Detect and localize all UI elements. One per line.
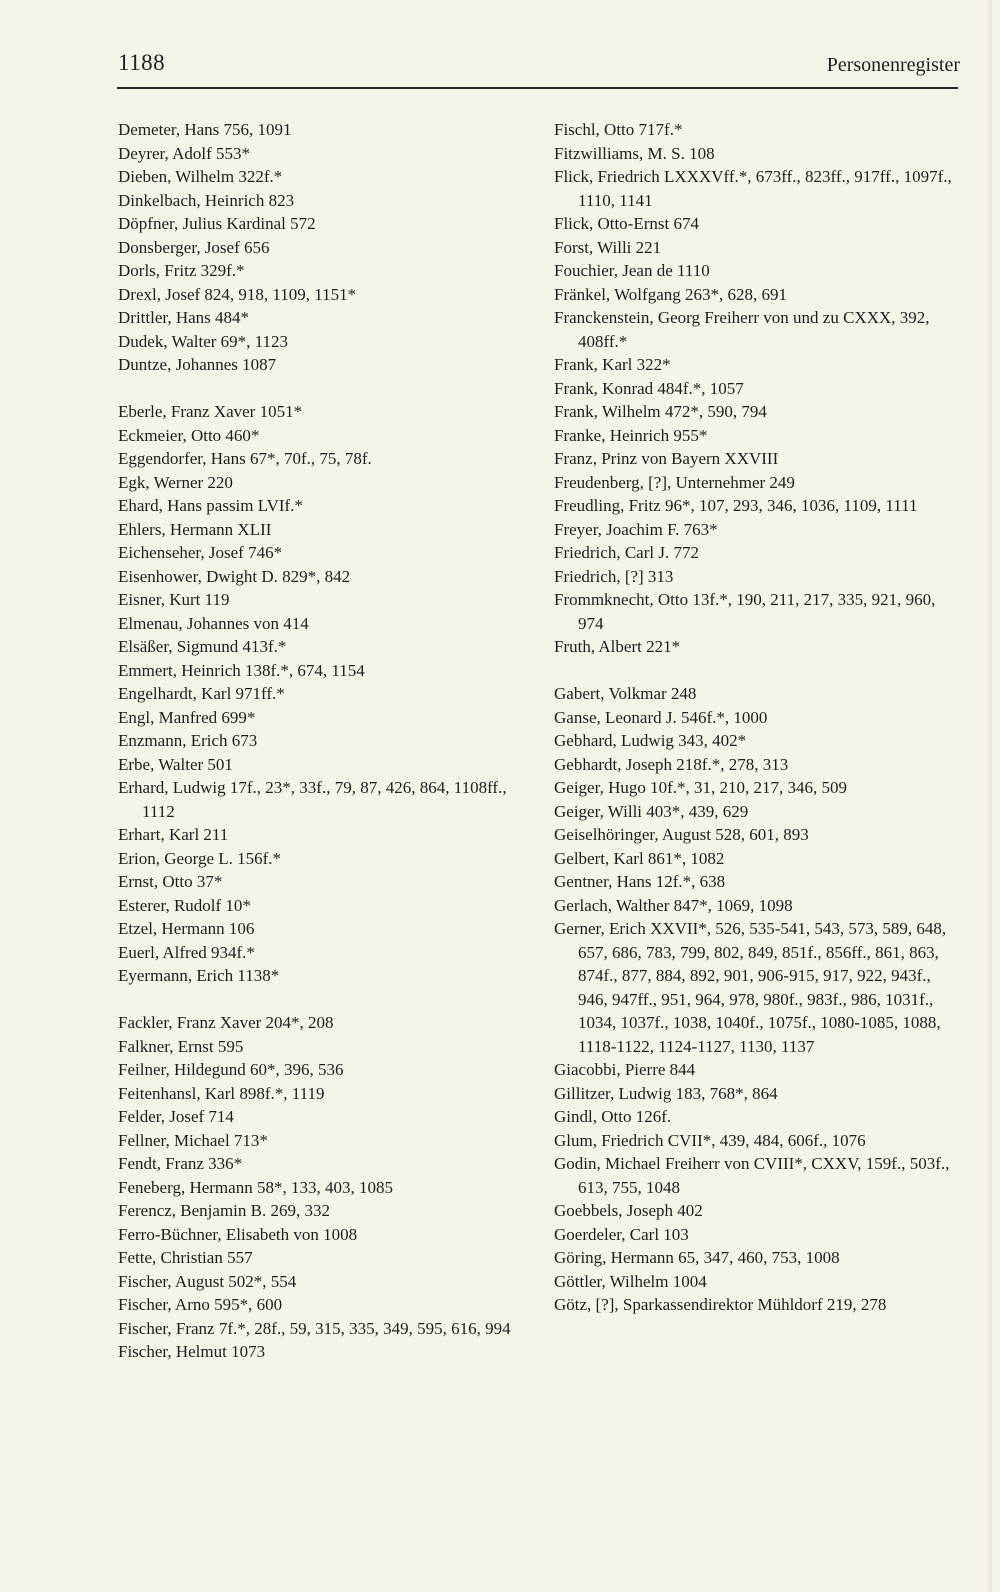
index-entry: Freyer, Joachim F. 763* bbox=[554, 519, 718, 539]
index-entry: Fischer, Arno 595*, 600 bbox=[118, 1295, 283, 1314]
index-entry: Giacobbi, Pierre 844 bbox=[554, 1060, 696, 1079]
index-entry: Gerner, Erich XXVII*, 526, 535-541, 543, 573, 589, 648, 657, 686, 783, 799, 802, 849, 851f., 856ff., 861, 863, 874f., 877, 884, 892, 901, 906-915, 917, 922, 943f., 946, 947ff., 951, 964, 978, 980f., 983f., 986, 1031f., 1034, 1037f., 1038, 1040f., 1075f., 1080-1085, 1088, 1118-1122, 1124-1127, 1130, 1137 bbox=[554, 919, 947, 1056]
index-entry: Erion, George L. 156f.* bbox=[118, 848, 282, 868]
index-entry: Feilner, Hildegund 60*, 396, 536 bbox=[118, 1060, 344, 1079]
index-entry: Geiger, Hugo 10f.*, 31, 210, 217, 346, 509 bbox=[554, 778, 848, 797]
index-entry: Deyrer, Adolf 553* bbox=[118, 143, 250, 163]
index-entry: Ehard, Hans passim LVIf.* bbox=[118, 496, 303, 515]
index-entry: Frank, Wilhelm 472*, 590, 794 bbox=[554, 402, 767, 421]
index-entry: Gentner, Hans 12f.*, 638 bbox=[554, 872, 726, 891]
index-entry: Euerl, Alfred 934f.* bbox=[118, 942, 255, 962]
letter-section-gap bbox=[554, 659, 964, 683]
index-entry: Flick, Friedrich LXXXVff.*, 673ff., 823ff., 917ff., 1097f., 1110, 1141 bbox=[554, 167, 952, 210]
index-entry: Gebhard, Ludwig 343, 402* bbox=[554, 731, 747, 750]
index-entry: Eberle, Franz Xaver 1051* bbox=[118, 402, 303, 421]
index-entry: Friedrich, [?] 313 bbox=[554, 566, 674, 586]
index-entry: Fendt, Franz 336* bbox=[118, 1154, 243, 1173]
index-column-left bbox=[118, 118, 538, 1364]
index-entry: Ferro-Büchner, Elisabeth von 1008 bbox=[118, 1224, 358, 1244]
index-entry: Fitzwilliams, M. S. 108 bbox=[554, 143, 715, 163]
index-entry: Forst, Willi 221 bbox=[554, 237, 662, 257]
index-entry: Ferencz, Benjamin B. 269, 332 bbox=[118, 1201, 330, 1220]
index-entry: Demeter, Hans 756, 1091 bbox=[118, 120, 292, 139]
index-entry: Fischer, August 502*, 554 bbox=[118, 1271, 297, 1291]
index-column-right bbox=[554, 118, 964, 1317]
index-entry: Frank, Karl 322* bbox=[554, 355, 671, 374]
index-entry: Goerdeler, Carl 103 bbox=[554, 1224, 689, 1244]
index-entry: Fouchier, Jean de 1110 bbox=[554, 261, 710, 280]
index-entry: Eichenseher, Josef 746* bbox=[118, 543, 283, 562]
index-entry: Elmenau, Johannes von 414 bbox=[118, 613, 309, 633]
index-entry: Franke, Heinrich 955* bbox=[554, 425, 708, 445]
index-entry: Feneberg, Hermann 58*, 133, 403, 1085 bbox=[118, 1177, 393, 1197]
index-entry: Flick, Otto-Ernst 674 bbox=[554, 214, 699, 233]
page-number: 1188 bbox=[118, 50, 166, 75]
index-entry: Egk, Werner 220 bbox=[118, 472, 233, 492]
index-entry: Eisner, Kurt 119 bbox=[118, 590, 230, 609]
index-entry: Fränkel, Wolfgang 263*, 628, 691 bbox=[554, 284, 787, 304]
index-entry: Erhard, Ludwig 17f., 23*, 33f., 79, 87, 426, 864, 1108ff., 1112 bbox=[118, 778, 507, 821]
index-entry: Elsäßer, Sigmund 413f.* bbox=[118, 637, 287, 656]
page-edge-shadow bbox=[986, 0, 992, 1592]
index-entry: Geiger, Willi 403*, 439, 629 bbox=[554, 801, 749, 821]
index-entry: Fischer, Helmut 1073 bbox=[118, 1342, 266, 1361]
index-entry: Geiselhöringer, August 528, 601, 893 bbox=[554, 825, 809, 844]
index-entry: Donsberger, Josef 656 bbox=[118, 237, 270, 257]
index-entry: Erhart, Karl 211 bbox=[118, 825, 229, 844]
index-entry: Friedrich, Carl J. 772 bbox=[554, 543, 699, 562]
index-entry: Fischl, Otto 717f.* bbox=[554, 120, 683, 139]
index-entry: Fischer, Franz 7f.*, 28f., 59, 315, 335, 349, 595, 616, 994 bbox=[118, 1318, 511, 1338]
index-entry: Fruth, Albert 221* bbox=[554, 637, 681, 656]
index-entry: Goebbels, Joseph 402 bbox=[554, 1201, 703, 1220]
index-entry: Freudenberg, [?], Unternehmer 249 bbox=[554, 472, 795, 492]
index-entry: Feitenhansl, Karl 898f.*, 1119 bbox=[118, 1083, 325, 1103]
index-entry: Fette, Christian 557 bbox=[118, 1248, 253, 1267]
index-entry: Etzel, Hermann 106 bbox=[118, 919, 255, 938]
header-rule bbox=[117, 87, 958, 89]
index-entry: Gindl, Otto 126f. bbox=[554, 1107, 672, 1126]
index-entry: Falkner, Ernst 595 bbox=[118, 1036, 244, 1056]
index-entry: Eisenhower, Dwight D. 829*, 842 bbox=[118, 566, 351, 586]
index-entry: Enzmann, Erich 673 bbox=[118, 731, 258, 750]
index-entry: Ernst, Otto 37* bbox=[118, 872, 223, 891]
section-title: Personenregister bbox=[826, 54, 960, 76]
index-entry: Frommknecht, Otto 13f.*, 190, 211, 217, 335, 921, 960, 974 bbox=[554, 590, 936, 633]
letter-section-gap bbox=[118, 988, 538, 1012]
index-entry: Göring, Hermann 65, 347, 460, 753, 1008 bbox=[554, 1248, 840, 1267]
index-entry: Eyermann, Erich 1138* bbox=[118, 966, 280, 985]
index-entry: Dieben, Wilhelm 322f.* bbox=[118, 167, 283, 186]
index-entry: Döpfner, Julius Kardinal 572 bbox=[118, 214, 316, 233]
index-entry: Erbe, Walter 501 bbox=[118, 754, 233, 774]
index-entry: Esterer, Rudolf 10* bbox=[118, 895, 251, 915]
index-entry: Freudling, Fritz 96*, 107, 293, 346, 1036, 1109, 1111 bbox=[554, 496, 918, 515]
index-entry: Engelhardt, Karl 971ff.* bbox=[118, 684, 285, 703]
index-entry: Gillitzer, Ludwig 183, 768*, 864 bbox=[554, 1083, 778, 1103]
index-entry: Gebhardt, Joseph 218f.*, 278, 313 bbox=[554, 754, 789, 774]
index-entry: Glum, Friedrich CVII*, 439, 484, 606f., 1076 bbox=[554, 1130, 866, 1150]
index-entry: Gabert, Volkmar 248 bbox=[554, 684, 697, 703]
index-entry: Dorls, Fritz 329f.* bbox=[118, 261, 245, 280]
index-entry: Dudek, Walter 69*, 1123 bbox=[118, 331, 289, 351]
index-entry: Eckmeier, Otto 460* bbox=[118, 425, 260, 445]
index-entry: Frank, Konrad 484f.*, 1057 bbox=[554, 378, 744, 398]
index-entry: Emmert, Heinrich 138f.*, 674, 1154 bbox=[118, 660, 365, 680]
index-entry: Duntze, Johannes 1087 bbox=[118, 355, 277, 374]
index-entry: Götz, [?], Sparkassendirektor Mühldorf 219, 278 bbox=[554, 1295, 887, 1314]
letter-section-gap bbox=[118, 377, 538, 401]
index-entry: Drittler, Hans 484* bbox=[118, 308, 250, 327]
index-entry: Eggendorfer, Hans 67*, 70f., 75, 78f. bbox=[118, 449, 372, 468]
index-entry: Fackler, Franz Xaver 204*, 208 bbox=[118, 1013, 334, 1032]
index-entry: Drexl, Josef 824, 918, 1109, 1151* bbox=[118, 284, 357, 304]
index-entry: Felder, Josef 714 bbox=[118, 1107, 234, 1126]
index-entry: Franckenstein, Georg Freiherr von und zu CXXX, 392, 408ff.* bbox=[554, 308, 930, 351]
index-entry: Ehlers, Hermann XLII bbox=[118, 519, 272, 539]
index-entry: Fellner, Michael 713* bbox=[118, 1130, 268, 1150]
index-entry: Gelbert, Karl 861*, 1082 bbox=[554, 848, 725, 868]
index-entry: Ganse, Leonard J. 546f.*, 1000 bbox=[554, 707, 768, 727]
index-entry: Göttler, Wilhelm 1004 bbox=[554, 1271, 707, 1291]
index-entry: Dinkelbach, Heinrich 823 bbox=[118, 190, 295, 210]
index-entry: Godin, Michael Freiherr von CVIII*, CXXV, 159f., 503f., 613, 755, 1048 bbox=[554, 1154, 950, 1197]
index-entry: Franz, Prinz von Bayern XXVIII bbox=[554, 449, 779, 468]
index-entry: Engl, Manfred 699* bbox=[118, 707, 256, 727]
index-entry: Gerlach, Walther 847*, 1069, 1098 bbox=[554, 895, 793, 915]
